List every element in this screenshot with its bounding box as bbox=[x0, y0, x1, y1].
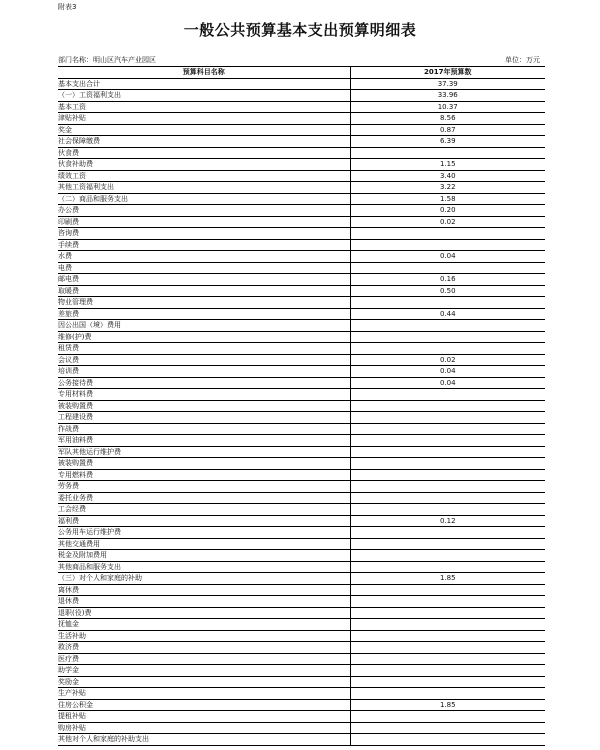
table-row bbox=[58, 182, 545, 194]
table-row bbox=[58, 676, 545, 688]
row-name: 差旅费 bbox=[58, 308, 350, 320]
row-name: 培训费 bbox=[58, 366, 350, 378]
row-value: 0.87 bbox=[350, 124, 545, 136]
row-value: 0.04 bbox=[350, 251, 545, 263]
table-row bbox=[58, 400, 545, 412]
row-name: 工程建设费 bbox=[58, 412, 350, 424]
table-row bbox=[58, 423, 545, 435]
row-name: （二）商品和服务支出 bbox=[58, 193, 350, 205]
table-row bbox=[58, 297, 545, 309]
row-value: 6.39 bbox=[350, 136, 545, 148]
row-name: 办公费 bbox=[58, 205, 350, 217]
table-row bbox=[58, 538, 545, 550]
row-name: 离休费 bbox=[58, 584, 350, 596]
row-name: 公务接待费 bbox=[58, 377, 350, 389]
row-value bbox=[350, 147, 545, 159]
row-name: 维修(护)费 bbox=[58, 331, 350, 343]
table-row bbox=[58, 412, 545, 424]
row-name: 伙食费 bbox=[58, 147, 350, 159]
budget-table-body bbox=[58, 67, 545, 746]
row-name: 其他对个人和家庭的补助支出 bbox=[58, 734, 350, 746]
table-row bbox=[58, 251, 545, 263]
row-value bbox=[350, 435, 545, 447]
row-name: 生活补助 bbox=[58, 630, 350, 642]
row-name: 会议费 bbox=[58, 354, 350, 366]
table-row bbox=[58, 722, 545, 734]
row-name: 其他商品和服务支出 bbox=[58, 561, 350, 573]
row-value bbox=[350, 734, 545, 746]
row-name: 被装购置费 bbox=[58, 400, 350, 412]
table-row bbox=[58, 147, 545, 159]
table-row bbox=[58, 504, 545, 516]
row-value bbox=[350, 458, 545, 470]
row-name: 物业管理费 bbox=[58, 297, 350, 309]
row-value bbox=[350, 527, 545, 539]
row-value bbox=[350, 412, 545, 424]
row-name: 奖励金 bbox=[58, 676, 350, 688]
row-value bbox=[350, 538, 545, 550]
row-value bbox=[350, 228, 545, 240]
table-row bbox=[58, 113, 545, 125]
row-name: 抚恤金 bbox=[58, 619, 350, 631]
department-name: 部门名称：明山区汽车产业园区 bbox=[58, 56, 156, 64]
row-name: 邮电费 bbox=[58, 274, 350, 286]
row-name: 津贴补贴 bbox=[58, 113, 350, 125]
row-value: 0.20 bbox=[350, 205, 545, 217]
row-name: 专用燃料费 bbox=[58, 469, 350, 481]
row-name: 税金及附加费用 bbox=[58, 550, 350, 562]
row-name: 社会保障缴费 bbox=[58, 136, 350, 148]
row-name: 其他交通费用 bbox=[58, 538, 350, 550]
row-name: 军用油料费 bbox=[58, 435, 350, 447]
row-value bbox=[350, 722, 545, 734]
row-value: 0.02 bbox=[350, 354, 545, 366]
row-name: 退休费 bbox=[58, 596, 350, 608]
table-row bbox=[58, 630, 545, 642]
row-value: 0.12 bbox=[350, 515, 545, 527]
row-value: 3.22 bbox=[350, 182, 545, 194]
row-name: 提租补贴 bbox=[58, 711, 350, 723]
row-name: 退职(役)费 bbox=[58, 607, 350, 619]
unit-label: 单位：万元 bbox=[505, 56, 540, 64]
row-value bbox=[350, 504, 545, 516]
table-row bbox=[58, 688, 545, 700]
row-value bbox=[350, 630, 545, 642]
row-name: 委托业务费 bbox=[58, 492, 350, 504]
row-name: 印刷费 bbox=[58, 216, 350, 228]
table-row bbox=[58, 78, 545, 90]
row-name: 助学金 bbox=[58, 665, 350, 677]
row-name: 生产补贴 bbox=[58, 688, 350, 700]
row-name: 被装购置费 bbox=[58, 458, 350, 470]
row-value bbox=[350, 481, 545, 493]
row-name: 医疗费 bbox=[58, 653, 350, 665]
table-row bbox=[58, 699, 545, 711]
row-name: 住房公积金 bbox=[58, 699, 350, 711]
row-value bbox=[350, 619, 545, 631]
row-name: 手续费 bbox=[58, 239, 350, 251]
table-row bbox=[58, 193, 545, 205]
row-value bbox=[350, 389, 545, 401]
table-row bbox=[58, 366, 545, 378]
row-name: 公务用车运行维护费 bbox=[58, 527, 350, 539]
annex-label: 附表3 bbox=[58, 3, 77, 11]
row-value bbox=[350, 688, 545, 700]
table-row bbox=[58, 446, 545, 458]
table-row bbox=[58, 458, 545, 470]
table-row bbox=[58, 320, 545, 332]
table-row bbox=[58, 515, 545, 527]
header-value: 2017年预算数 bbox=[350, 67, 545, 79]
header-name: 预算科目名称 bbox=[58, 67, 350, 79]
row-name: 水费 bbox=[58, 251, 350, 263]
table-row bbox=[58, 435, 545, 447]
row-value: 37.39 bbox=[350, 78, 545, 90]
row-value bbox=[350, 320, 545, 332]
table-row bbox=[58, 101, 545, 113]
row-value bbox=[350, 423, 545, 435]
row-value: 0.02 bbox=[350, 216, 545, 228]
row-value: 8.56 bbox=[350, 113, 545, 125]
row-value: 0.44 bbox=[350, 308, 545, 320]
row-name: 电费 bbox=[58, 262, 350, 274]
row-value bbox=[350, 711, 545, 723]
table-row bbox=[58, 216, 545, 228]
table-row bbox=[58, 596, 545, 608]
table-row bbox=[58, 136, 545, 148]
row-name: 伙食补助费 bbox=[58, 159, 350, 171]
table-row bbox=[58, 205, 545, 217]
table-row bbox=[58, 354, 545, 366]
row-name: 救济费 bbox=[58, 642, 350, 654]
table-row bbox=[58, 642, 545, 654]
table-row bbox=[58, 665, 545, 677]
table-row bbox=[58, 343, 545, 355]
row-value bbox=[350, 607, 545, 619]
table-row bbox=[58, 228, 545, 240]
table-row bbox=[58, 285, 545, 297]
row-value: 0.04 bbox=[350, 366, 545, 378]
table-row bbox=[58, 262, 545, 274]
row-name: 购房补贴 bbox=[58, 722, 350, 734]
row-name: 基本工资 bbox=[58, 101, 350, 113]
table-row bbox=[58, 653, 545, 665]
row-name: 绩效工资 bbox=[58, 170, 350, 182]
table-row bbox=[58, 308, 545, 320]
table-row bbox=[58, 389, 545, 401]
row-name: 取暖费 bbox=[58, 285, 350, 297]
row-value: 3.40 bbox=[350, 170, 545, 182]
row-value bbox=[350, 239, 545, 251]
table-row bbox=[58, 331, 545, 343]
budget-table bbox=[58, 66, 545, 746]
row-name: 咨询费 bbox=[58, 228, 350, 240]
table-row bbox=[58, 90, 545, 102]
table-row bbox=[58, 124, 545, 136]
row-value: 33.96 bbox=[350, 90, 545, 102]
row-name: 工会经费 bbox=[58, 504, 350, 516]
row-value bbox=[350, 584, 545, 596]
row-value bbox=[350, 653, 545, 665]
table-row bbox=[58, 711, 545, 723]
table-row bbox=[58, 481, 545, 493]
row-value bbox=[350, 665, 545, 677]
row-value: 0.50 bbox=[350, 285, 545, 297]
row-value: 0.16 bbox=[350, 274, 545, 286]
row-value: 1.15 bbox=[350, 159, 545, 171]
row-value: 10.37 bbox=[350, 101, 545, 113]
row-value bbox=[350, 297, 545, 309]
page-title: 一般公共预算基本支出预算明细表 bbox=[183, 21, 417, 39]
table-row bbox=[58, 274, 545, 286]
row-name: 租赁费 bbox=[58, 343, 350, 355]
row-value bbox=[350, 446, 545, 458]
row-value: 1.85 bbox=[350, 573, 545, 585]
table-row bbox=[58, 584, 545, 596]
row-value bbox=[350, 343, 545, 355]
row-name: （一）工资福利支出 bbox=[58, 90, 350, 102]
table-header-row bbox=[58, 67, 545, 79]
row-name: 作战费 bbox=[58, 423, 350, 435]
table-row bbox=[58, 492, 545, 504]
table-row bbox=[58, 170, 545, 182]
row-value bbox=[350, 331, 545, 343]
table-row bbox=[58, 527, 545, 539]
table-row bbox=[58, 607, 545, 619]
row-value bbox=[350, 561, 545, 573]
row-name: 军队其他运行维护费 bbox=[58, 446, 350, 458]
row-name: （三）对个人和家庭的补助 bbox=[58, 573, 350, 585]
row-value bbox=[350, 596, 545, 608]
row-value: 1.85 bbox=[350, 699, 545, 711]
row-name: 专用材料费 bbox=[58, 389, 350, 401]
table-row bbox=[58, 377, 545, 389]
table-row bbox=[58, 159, 545, 171]
table-row bbox=[58, 550, 545, 562]
table-row bbox=[58, 469, 545, 481]
row-value bbox=[350, 469, 545, 481]
row-value: 1.58 bbox=[350, 193, 545, 205]
row-name: 劳务费 bbox=[58, 481, 350, 493]
table-row bbox=[58, 561, 545, 573]
row-value bbox=[350, 492, 545, 504]
row-value bbox=[350, 676, 545, 688]
row-value bbox=[350, 262, 545, 274]
table-row bbox=[58, 619, 545, 631]
row-value bbox=[350, 550, 545, 562]
row-name: 福利费 bbox=[58, 515, 350, 527]
row-name: 因公出国（境）费用 bbox=[58, 320, 350, 332]
row-value bbox=[350, 642, 545, 654]
row-name: 基本支出合计 bbox=[58, 78, 350, 90]
row-name: 奖金 bbox=[58, 124, 350, 136]
table-row bbox=[58, 239, 545, 251]
row-value: 0.04 bbox=[350, 377, 545, 389]
row-value bbox=[350, 400, 545, 412]
table-row bbox=[58, 573, 545, 585]
row-name: 其他工资福利支出 bbox=[58, 182, 350, 194]
table-row bbox=[58, 734, 545, 746]
